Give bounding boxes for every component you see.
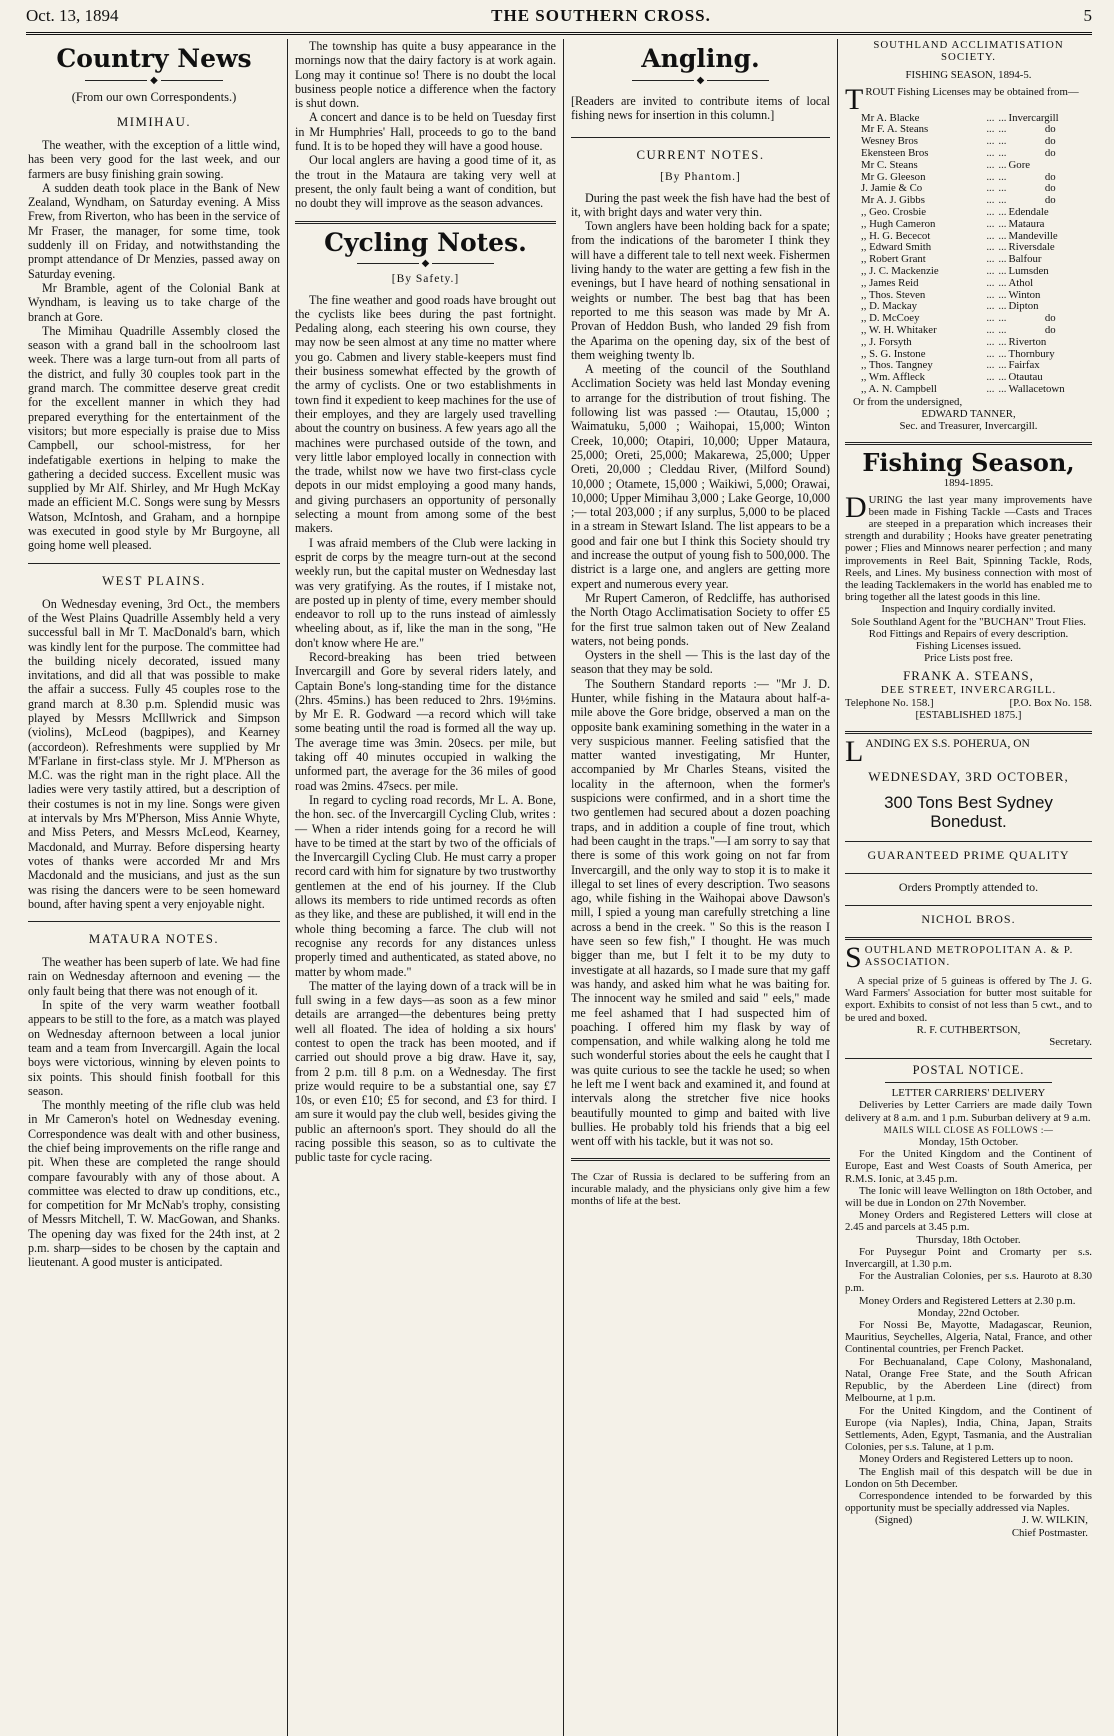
agent-name: ,, Robert Grant (861, 253, 926, 266)
angling-paragraph: The Southern Standard reports :— "Mr J. D. Hunter, while fishing in the Mataura about half-a-mile above the Gore bridge, observed a man on the opposite bank examining something in the water in a very suspicious manner. Feeling satisfied that the matter wanted investigating, Mr Hunter, accompanied by Mr Charles Steans, visited the locality in the afternoon, when the former's suspicions were confirmed, and in a short time the two gentlemen had secured about a dozen poaching traps, and in addition a couple of fine trout, which had been caught in the traps."—I am sorry to say that there is some of this work going on not far from Invercargill, and the only way to stop it is to make it illegal to set lines of every description. Two seasons ago, while fishing in the Waihopai above Dawson's mill, I spied a young man carefully stretching a line across a bend in the creek. " So this is the reason I have seen so few fish," I thought. He was much bigger than me, but I felt it to be my duty to investigate at all hazards, so I made sure that my gaff was handy, and asked him what he was baiting for. The innocent way he smiled and said " eels," made me feel ashamed that I had suspected him of poaching. I offered him my flask by way of compensation, and while walking along he told me such wonderful stories about the eels he caught that I was quite curious to see the tackle he used; so when he left me I went back and examined it, and found at intervals along the stretcher five nice hooks beautifully mounted to gimp and baited with live bullies. He probably told his friends that a big eel went off with his tackle, but it was not so. (571, 676, 830, 1149)
leader-dots: ... (998, 253, 1007, 266)
cycling-paragraph: In regard to cycling road records, Mr L. A. Bone, the hon. sec. of the Invercargill Cycling Club, writes :— When a rider intends going for a record he will have to be timed at the start by two of the officials of the Invercargill Cycling Club. He must carry a proper record card with him for signature by two trustworthy gentlemen at the end of his journey. If the Club allows its members to ride untimed records as often as they like, and these are published, it will end in the whole thing becoming a farce. The club will not recognise any records for any distances unless properly timed and authenticated, as stated above, no matter by whom made." (295, 792, 556, 979)
license-intro (845, 82, 1092, 116)
fishing-ad-name: FRANK A. STEANS, (903, 668, 1034, 684)
divider (845, 841, 1092, 842)
metro-signer: R. F. CUTHBERTSON, (916, 1023, 1021, 1036)
society-footer: Or from the undersigned, (853, 395, 963, 408)
postal-line: For Puysegur Point and Cromarty per s.s. Invercargill, at 1.30 p.m. (845, 1245, 1092, 1271)
mataura-paragraph: The weather has been superb of late. We had fine rain on Wednesday afternoon and evening — the only fault being that there was not enough of it. (28, 955, 280, 998)
leader-dots: ... (986, 300, 995, 313)
cycling-title: Cycling Notes. (324, 227, 527, 257)
section-rule (845, 937, 1092, 940)
agent-place: Athol (1008, 276, 1034, 289)
fishing-ad-address: DEE STREET, INVERCARGILL. (880, 684, 1057, 697)
leader-dots: ... (998, 382, 1007, 395)
postal-line: Monday, 15th October. (918, 1136, 1019, 1149)
postal-title: POSTAL NOTICE. (912, 1063, 1025, 1078)
agent-name: ,, James Reid (861, 276, 919, 289)
agent-name: ,, A. N. Campbell (861, 382, 937, 395)
agent-name: ,, D. McCoey (861, 312, 920, 325)
postal-subtitle: LETTER CARRIERS' DELIVERY (891, 1087, 1046, 1100)
agent-name: Mr C. Steans (861, 158, 918, 171)
leader-dots: ... (986, 158, 995, 171)
cycling-byline: [By Safety.] (391, 272, 460, 285)
bonedust-orders: Orders Promptly attended to. (898, 880, 1039, 894)
mataura-paragraph: In spite of the very warm weather football appears to be still to the fore, as a match was played on Wednesday afternoon between a local junior team and a team from Invercargill. Again the local boys were victorious, winning by eleven points to six points. This should finish football for this season. (28, 998, 280, 1098)
fishing-ad-body: URING the last year many improvements have been made in Fishing Tackle —Casts and Traces are steeped in a preparation which increases their strength and durability ; Hooks have greater penetrating power ; Flies and Minnows nearer perfection ; and many improvements in Reel Bait, Spinning Tackle, Rods, Reels, and Lines. My business connection with most of the leading Tacklemakers in the world has enabled me to bring together all the latest goods in this line. (845, 493, 1092, 604)
postal-line: Deliveries by Letter Carriers are made daily Town delivery at 8 a.m. and 1 p.m. Suburban delivery at 9 a.m. (845, 1099, 1092, 1124)
country-news-title: Country News (56, 44, 252, 73)
leader-dots: ... (998, 359, 1007, 372)
mimihau-paragraph: The Mimihau Quadrille Assembly closed the season with a grand ball in the schoolroom last week. There was a large turn-out from all parts of the district, and fully 30 couples took part in the grand march. The committee deserve great credit for the excellent manner in which they had prepared everything for the entertainment of the visitors; but more especially is praise due to Miss Campbell, our school-mistress, for her indefatigable exertions in helping to make the gathering a decided success. Excellent music was supplied by Mr Alf. Shirley, and Mr Hugh McKay made an efficient M.C. Songs were sung by Messrs Watson, McIntosh, and Graham, and a hornpipe was executed in good style by Mr Burgoyne, all going home well pleased. (28, 323, 280, 553)
leader-dots: ... (986, 371, 995, 384)
mimihau-paragraph: The weather, with the exception of a little wind, has been very good for the last week, and our farmers are busy finishing grain sowing. (28, 138, 280, 181)
agent-place: Invercargill (1008, 111, 1059, 124)
postal-line: For the United Kingdom, and the Continent of Europe (via Naples), India, China, Japan, Straits Settlements, Aden, Egypt, Tasmania, and the Australian Colonies, per s.s. Talune, at 1 p.m. (845, 1404, 1092, 1454)
postal-line: Correspondence intended to be forwarded by this opportunity must be specially addressed via Naples. (845, 1489, 1092, 1515)
agent-name: Mr G. Gleeson (861, 170, 926, 183)
angling-intro: [Readers are invited to contribute items of local fishing news for insertion in this column.] (571, 94, 830, 123)
telephone-number: Telephone No. 158.] (845, 696, 934, 709)
agent-place: do (1044, 323, 1056, 336)
postal-line: The English mail of this despatch will be due in London on 5th December. (845, 1465, 1092, 1490)
license-agent-row (845, 278, 1092, 290)
agent-place: Mataura (1008, 217, 1045, 230)
paper-title: THE SOUTHERN CROSS. (491, 6, 711, 25)
fishing-ad-text (845, 490, 1092, 604)
agent-name: ,, D. Mackay (861, 300, 918, 313)
leader-dots: ... (986, 288, 995, 301)
fishing-ad-line: Price Lists post free. (924, 652, 1013, 665)
drop-cap: L (845, 735, 864, 768)
angling-paragraph: Oysters in the shell — This is the last day of the season that they may be sold. (571, 648, 830, 677)
agent-place: do (1044, 182, 1056, 195)
angling-title: Angling. (641, 44, 760, 73)
mimihau-paragraph: Mr Bramble, agent of the Colonial Bank at Wyndham, is leaving us to take charge of the branch at Gore. (28, 280, 280, 324)
postal-line: Thursday, 18th October. (916, 1233, 1021, 1246)
leader-dots: ... (998, 135, 1007, 148)
established-year: [ESTABLISHED 1875.] (915, 708, 1022, 721)
leader-dots: ... (998, 347, 1007, 360)
ornament-divider: ◆ (295, 259, 556, 269)
agent-place: do (1044, 147, 1056, 159)
ornament-divider: ◆ (571, 76, 830, 86)
postal-line: For the United Kingdom and the Continent of Europe, East and West Coasts of South America, per R.M.S. Ionic, at 3.45 p.m. (845, 1148, 1092, 1185)
agent-name: ,, Wm. Affleck (861, 371, 926, 384)
mimihau-heading: MIMIHAU. (116, 115, 192, 129)
agent-name: ,, Hugh Cameron (861, 217, 936, 230)
license-agents-body (845, 113, 1092, 396)
leader-dots: ... (986, 229, 995, 242)
leader-dots: ... (998, 147, 1007, 159)
society-title: SOUTHLAND ACCLIMATISATION SOCIETY. (873, 39, 1064, 64)
leader-dots: ... (986, 335, 995, 348)
agent-place: Riversdale (1008, 241, 1055, 254)
column-advertisements (838, 39, 1092, 1736)
angling-paragraph: During the past week the fish have had the best of it, with bright days and water very thin. (571, 190, 830, 219)
leader-dots: ... (998, 288, 1007, 301)
leader-dots: ... (986, 182, 995, 195)
leader-dots: ... (986, 217, 995, 230)
mataura-paragraph: The monthly meeting of the rifle club was held in Mr Cameron's hotel on Wednesday evening. Correspondence was dealt with and other business, the chief being improvements on the rifle range and pit. When these are completed the range should compare favourably with any of those about. A committee was elected to draw up conditions, etc., for competition for Mr McNab's trophy, consisting of Messrs Mitchell, T. W. MacGowan, and Shanks. The opening day was fixed for the 24th inst, at 2 p.m. sharp—sides to be chosen by the captain and lieutenant. A good muster is anticipated. (28, 1098, 280, 1270)
leader-dots: ... (998, 300, 1007, 313)
section-rule (295, 221, 556, 224)
license-agent-row (845, 207, 1092, 219)
fishing-ad-line: Sole Southland Agent for the "BUCHAN" Trout Flies. (851, 615, 1086, 628)
postal-line: Money Orders and Registered Letters up to noon. (859, 1453, 1074, 1466)
postal-signature (845, 1514, 1092, 1526)
license-agent-row (845, 337, 1092, 349)
agent-name: ,, H. G. Bececot (861, 229, 931, 242)
license-agent-row (845, 384, 1092, 396)
angling-paragraph: Mr Rupert Cameron, of Redcliffe, has authorised the North Otago Acclimatisation Society to offer £5 for the first true salmon taken out of New Zealand waters, not being ponds. (571, 590, 830, 648)
leader-dots: ... (986, 241, 995, 254)
drop-cap: T (845, 82, 864, 116)
agent-name: ,, S. G. Instone (861, 347, 926, 360)
cycling-paragraph: I was afraid members of the Club were lacking in esprit de corps by the meagre turn-out at the second weekly run, but the capital muster on Wednesday last was very gratifying. As the routes, if I mistake not, are posted up in plenty of time, every member should endeavor to roll up to the runs instead of aimlessly wheeling about, as if, like the man in the song, "He don't know where He are." (295, 535, 556, 650)
columns (26, 39, 1092, 1736)
fishing-ad-line: Rod Fittings and Repairs of every description. (868, 627, 1069, 640)
leader-dots: ... (986, 359, 995, 372)
leader-dots: ... (986, 123, 995, 136)
angling-paragraph: Town anglers have been holding back for a spate; from the indications of the barometer I think they will have a different tale to tell next week. Fishermen living handy to the water are getting a few fish in the evenings, but I have heard of nothing sensational in weights or number. The best bag that has been reported to me this season was made by Mr A. Provan of Heddon Bush, who landed 29 fish from the Aparima on the opening day, six of the best of them weighing twenty lb. (571, 219, 830, 362)
leader-dots: ... (998, 111, 1007, 124)
agent-name: ,, Geo. Crosbie (861, 205, 927, 218)
leader-dots: ... (998, 123, 1007, 136)
leader-dots: ... (998, 229, 1007, 242)
fishing-ad-title: Fishing Season, (862, 448, 1075, 478)
divider (28, 563, 280, 564)
agent-name: Mr F. A. Steans (861, 123, 929, 136)
cycling-paragraph: The matter of the laying down of a track will be in full swing in a few days—as soon as a few minor details are arranged—the debentures being pretty well all floated. The idea of holding a six hours' contest to open the track has been mooted, and if carried out should prove a big draw. Have it, say, from 2 p.m. till 8 p.m. on a Wednesday. The first prize would require to be a substantial one, say £7 10s, or even £10; £5 for second, and £3 for third. I am sure it would pay the club well, besides giving the public an afternoon's sport. They should do all the racing possible this season, so as to cultivate the public taste for cycle racing. (295, 978, 556, 1165)
agent-name: Wesney Bros (861, 135, 919, 148)
agent-name: Mr A. Blacke (861, 111, 920, 124)
leader-dots: ... (986, 253, 995, 266)
society-signer: EDWARD TANNER, (921, 407, 1016, 420)
license-agents-table (845, 113, 1092, 396)
agent-place: Fairfax (1008, 359, 1040, 372)
mataura-continued-paragraph: A concert and dance is to be held on Tuesday first in Mr Humphries' Hall, proceeds to go to the band fund. It is to be hoped they will have a good house. (295, 110, 556, 154)
angling-paragraph: A meeting of the council of the Southland Acclimation Society was held last Monday evening to arrange for the distribution of trout fishing. The following list was passed :— Otautau, 15,000 ; Waimatuku, 5,000 ; Waihopai, 15,000; Winton Creek, 10,000; Otapiri, 10,000; Upper Mataura, 25,000; Oreti, 25,000; Makarewa, 25,000; Upper Oreti, 20,000 ; Cleddau River, (Milford Sound) 10,000 ; Otamete, 15,000 ; Waikiwi, 5,000; Orawai, 10,000; Upper Mimihau 3,000 ; Lake George, 10,000 ;— total 203,000 ; if any surplus, 5,000 to be placed in a stream in Stewart Island. The list appears to be a good and fair one but I think this Society should try and increase the output of young fish to 500,000. The district is a large one, and anglers are getting more expert and numerous every year. (571, 362, 830, 591)
metro-signer-title: Secretary. (1049, 1036, 1092, 1049)
divider (885, 1082, 1052, 1083)
license-agent-row (845, 160, 1092, 172)
agent-name: Ekensteen Bros (861, 147, 929, 159)
leader-dots: ... (998, 276, 1007, 289)
society-signer-title: Sec. and Treasurer, Invercargill. (899, 420, 1038, 433)
leader-dots: ... (986, 194, 995, 207)
agent-name: Mr A. J. Gibbs (861, 194, 925, 207)
leader-dots: ... (998, 371, 1007, 384)
divider (845, 873, 1092, 874)
agent-name: ,, W. H. Whitaker (861, 323, 937, 336)
license-agent-row (845, 219, 1092, 231)
postal-line: Money Orders and Registered Letters at 2.30 p.m. (859, 1294, 1076, 1307)
agent-place: do (1044, 135, 1056, 148)
divider (571, 137, 830, 138)
leader-dots: ... (998, 205, 1007, 218)
leader-dots: ... (986, 111, 995, 124)
ornament-divider: ◆ (28, 76, 280, 86)
country-news-subtitle: (From our own Correspondents.) (71, 90, 237, 104)
leader-dots: ... (998, 241, 1007, 254)
postmaster-title: Chief Postmaster. (1011, 1526, 1088, 1539)
metro-title (845, 941, 1092, 974)
bonedust-quality: GUARANTEED PRIME QUALITY (867, 848, 1070, 862)
postal-line: For Bechuanaland, Cape Colony, Mashonaland, Natal, Orange Free State, and the South African Republic, by the Aberdeen Line (direct) from Melbourne, at 1 p.m. (845, 1355, 1092, 1405)
signed-label: (Signed) (875, 1514, 913, 1527)
issue-date: Oct. 13, 1894 (26, 6, 119, 25)
agent-name: ,, Thos. Steven (861, 288, 926, 301)
postal-line: Monday, 22nd October. (917, 1306, 1020, 1319)
cycling-paragraph: Record-breaking has been tried between Invercargill and Gore by several riders lately, and Captain Bone's long-standing time for the distance (2hrs. 45mins.) has been reduced to 2hrs. 19½mins. by Mr E. R. Godward —a record which will take some beating until the road is formed all the way up. The average time was 3min. 20secs. per mile, but taking off 40 minutes occupied in walking the unformed part, the average for the 36 miles of good road was 2mins. 47secs. per mile. (295, 649, 556, 793)
leader-dots: ... (986, 205, 995, 218)
fishing-ad-line: Fishing Licenses issued. (915, 639, 1022, 652)
section-rule (571, 1158, 830, 1161)
agent-place: Balfour (1008, 253, 1042, 266)
agent-place: Wallacetown (1008, 382, 1065, 395)
bonedust-ad-line1 (845, 735, 1092, 768)
drop-cap: D (845, 490, 867, 524)
angling-byline: [By Phantom.] (660, 170, 741, 183)
metro-title-text: OUTHLAND METROPOLITAN A. & P. ASSOCIATION. (864, 944, 1074, 969)
postal-line: For Nossi Be, Mayotte, Madagascar, Reunion, Mauritius, Seychelles, Algeria, Natal, France, and other Continental countries, per French Packet. (845, 1319, 1092, 1356)
divider (28, 921, 280, 922)
agent-place: do (1044, 312, 1056, 325)
agent-place: Dipton (1008, 300, 1039, 313)
leader-dots: ... (998, 158, 1007, 171)
cycling-paragraph: The fine weather and good roads have brought out the cyclists like bees during the past fortnight. Pedaling along, each steering his own course, they may now be seen almost at any time no matter where you go. Cabmen and livery stable-keepers must find their business somewhat effected by the growth of the army of cyclists. One or two establishments in town find it expedient to keep machines for the use of their employes, and they are largely used travelling about the country on business. A few years ago all the machines were purchased outside of the town, and very little labor employed locally in connection with the trade, whilst now we have two first-class cycle depots in our midst employing a good many hands, and giving purchasers an opportunity of personally selecting a mount from among some of the best makers. (295, 292, 556, 536)
license-intro-text: ROUT Fishing Licenses may be obtained from— (865, 85, 1079, 98)
bonedust-headline: 300 Tons Best Sydney Bonedust. (884, 793, 1053, 831)
mataura-heading: MATAURA NOTES. (88, 932, 220, 947)
agent-name: ,, J. C. Mackenzie (861, 264, 939, 277)
bonedust-date: WEDNESDAY, 3RD OCTOBER, (868, 769, 1069, 784)
agent-place: Mandeville (1008, 229, 1058, 242)
license-agent-row (845, 325, 1092, 337)
po-box: [P.O. Box No. 158. (1009, 696, 1092, 709)
masthead (26, 6, 1092, 35)
leader-dots: ... (998, 323, 1007, 336)
fishing-ad-line: Inspection and Inquiry cordially invited. (881, 603, 1056, 616)
mataura-continued-paragraph: The township has quite a busy appearance in the mornings now that the dairy factory is at work again. Long may it continue so! There is no doubt the local business people notice a difference when the factory is shut down. (295, 39, 556, 111)
agent-place: Thornbury (1008, 347, 1055, 360)
agent-place: do (1044, 170, 1056, 183)
postmaster-name: J. W. WILKIN, (1021, 1514, 1088, 1527)
leader-dots: ... (986, 312, 995, 325)
leader-dots: ... (986, 147, 995, 159)
agent-place: Edendale (1008, 205, 1049, 218)
section-rule (845, 731, 1092, 734)
agent-place: do (1044, 194, 1056, 207)
mataura-continued-paragraph: Our local anglers are having a good time of it, as the trout in the Mataura are taking very well at present, the only fault being a want of condition, but no doubt they will improve as the season advances. (295, 153, 556, 211)
postal-line: The Ionic will leave Wellington on 18th October, and will be due in London on 27th November. (845, 1184, 1092, 1210)
agent-place: Riverton (1008, 335, 1047, 348)
page-number: 5 (1083, 6, 1092, 25)
leader-dots: ... (998, 335, 1007, 348)
postal-lines (845, 1099, 1092, 1514)
leader-dots: ... (986, 323, 995, 336)
leader-dots: ... (986, 276, 995, 289)
leader-dots: ... (986, 170, 995, 183)
metro-text: A special prize of 5 guineas is offered by The J. G. Ward Farmers' Association for butter most suitable for export. Exhibits to consist of not less than 5 cwt., and to be ured and boxed. (845, 975, 1092, 1024)
agent-place: Gore (1008, 158, 1031, 171)
postal-notice (845, 1063, 1092, 1539)
column-angling (564, 39, 838, 1736)
divider (845, 905, 1092, 906)
leader-dots: ... (986, 382, 995, 395)
leader-dots: ... (986, 264, 995, 277)
postal-line: Money Orders and Registered Letters will close at 2.45 and parcels at 3.45 p.m. (845, 1209, 1092, 1234)
czar-news-item: The Czar of Russia is declared to be suffering from an incurable malady, and the physicians only give him a few months of life at the best. (571, 1171, 830, 1208)
agent-name: ,, J. Forsyth (861, 335, 912, 348)
agent-name: ,, Edward Smith (861, 241, 932, 254)
west-plains-paragraph: On Wednesday evening, 3rd Oct., the members of the West Plains Quadrille Assembly held a very successful ball in Mr T. MacDonald's barn, which was kindly lent for the purpose. The committee had the building nicely decorated, issued many invitations, and did all that was possible to make the affair a success. Fully 45 couples rose to the grand march at 8.30 p.m. Splendid music was played by Messrs McIllwrick and Simpson (violins), McLeod (bagpipes), and Kearney (accordeon). Refreshments were supplied by Mr M'Farlane in first-class style. Mr J. M'Pherson as M.C. was the right man in the right place. All the ladies were very tastily attired, but a description of their costumes is not in my line. Songs were given at intervals by Mrs M'Pherson, Miss Annie Whyte, and Miss Peters, and Messrs McLeod, Kearney, Macdonald, and Murray. Before dispersing hearty votes of thanks were accorded Mr and Mrs Macdonald and the musicians, and just as the sun was rising the dancers were to be seen homeward bound, after having spent a very enjoyable night. (28, 596, 280, 911)
leader-dots: ... (998, 182, 1007, 195)
fishing-season-heading: FISHING SEASON, 1894-5. (905, 69, 1032, 82)
fishing-ad-year: 1894-1895. (943, 477, 994, 490)
column-country-news (26, 39, 288, 1736)
agent-place: Lumsden (1008, 264, 1049, 277)
mimihau-paragraph: A sudden death took place in the Bank of New Zealand, Wyndham, on Saturday evening. A Miss Frew, from Riverton, who has been in the service of Mr Fraser, the manager, for some time, took suddenly ill on Friday, and notwithstanding the prompt attendance of Dr Menzies, passed away on Saturday evening. (28, 180, 280, 281)
fishing-ad-contact (845, 697, 1092, 709)
agent-name: J. Jamie & Co (861, 182, 923, 195)
agent-name: ,, Thos. Tangney (861, 359, 933, 372)
column-cycling (288, 39, 564, 1736)
section-rule (845, 442, 1092, 445)
postal-line: MAILS WILL CLOSE AS FOLLOWS :— (883, 1124, 1054, 1135)
license-agent-row (845, 266, 1092, 278)
current-notes-heading: CURRENT NOTES. (636, 147, 765, 162)
leader-dots: ... (998, 170, 1007, 183)
leader-dots: ... (998, 217, 1007, 230)
drop-cap: S (845, 941, 863, 974)
west-plains-heading: WEST PLAINS. (102, 573, 206, 588)
postal-line: For the Australian Colonies, per s.s. Hauroto at 8.30 p.m. (845, 1270, 1092, 1295)
leader-dots: ... (998, 312, 1007, 325)
bonedust-signer: NICHOL BROS. (921, 912, 1016, 926)
agent-place: do (1044, 123, 1056, 136)
leader-dots: ... (986, 135, 995, 148)
agent-place: Winton (1008, 288, 1041, 301)
leader-dots: ... (998, 194, 1007, 207)
bonedust-landing: ANDING EX S.S. POHERUA, ON (865, 738, 1030, 750)
leader-dots: ... (986, 347, 995, 360)
leader-dots: ... (998, 264, 1007, 277)
divider (845, 1058, 1092, 1059)
agent-place: Otautau (1008, 371, 1043, 384)
